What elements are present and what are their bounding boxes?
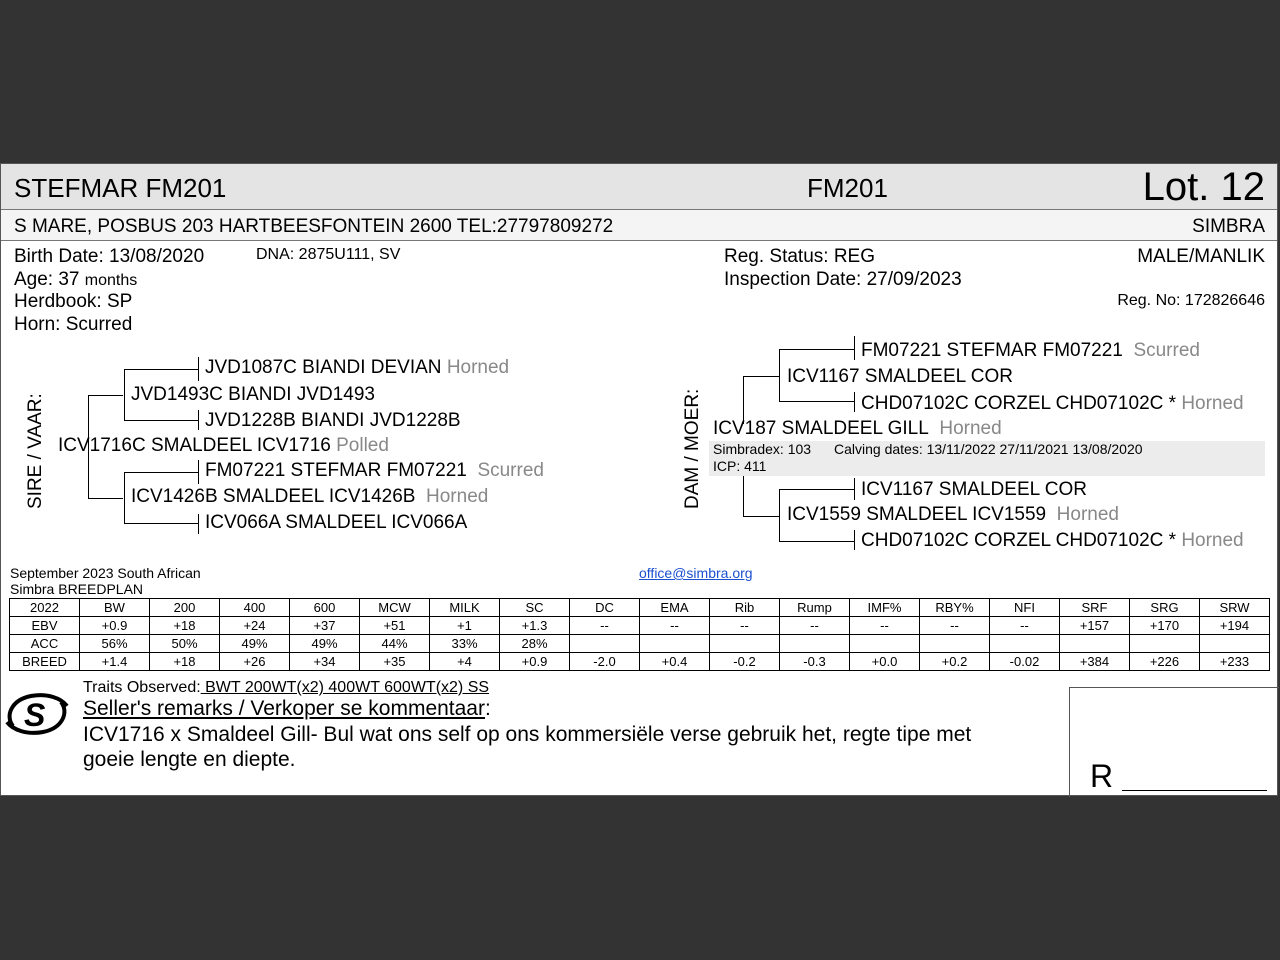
dam-dam: ICV1559 SMALDEEL ICV1559 Horned [787,504,1119,525]
ebv-row-cell: +1.3 [500,617,570,635]
ebv-table [9,598,1270,671]
breed-row-cell: +0.0 [850,653,920,671]
dam-dam-sire: ICV1167 SMALDEEL COR [861,479,1087,500]
ebv-row-cell: -- [570,617,640,635]
acc-row-cell [920,635,990,653]
acc-row-cell [1060,635,1130,653]
animal-id: FM201 [807,173,888,203]
lot-card [0,163,1278,796]
ebv-row-cell: +24 [220,617,290,635]
breed-row-cell: +0.4 [640,653,710,671]
ebv-row-cell: -- [780,617,850,635]
breed-row-cell: BREED [10,653,80,671]
dam-performance-box [709,441,1265,476]
breed-row-cell: -2.0 [570,653,640,671]
dam-sire-dam: CHD07102C CORZEL CHD07102C * Horned [861,393,1244,414]
acc-row-cell: ACC [10,635,80,653]
ebv-header-row-cell: SC [500,599,570,617]
acc-row-cell [1200,635,1270,653]
ebv-row-cell: +18 [150,617,220,635]
acc-row-cell [570,635,640,653]
ebv-row-cell: +0.9 [80,617,150,635]
ebv-row-cell: -- [640,617,710,635]
breed-row-cell: +0.9 [500,653,570,671]
ebv-header-row-cell: SRW [1200,599,1270,617]
title-bar [1,164,1277,210]
animal-name: STEFMAR FM201 [14,173,227,203]
breed-row-cell: +34 [290,653,360,671]
ebv-header-row [10,599,1270,617]
acc-row-cell [850,635,920,653]
ebv-row-cell: +157 [1060,617,1130,635]
dam-sire-sire: FM07221 STEFMAR FM07221 Scurred [861,340,1200,361]
traits-observed: Traits Observed: BWT 200WT(x2) 400WT 600WT(x2) SS [83,679,490,696]
breed-row-cell: +0.2 [920,653,990,671]
remarks-label: Seller's remarks / Verkoper se kommentaar: [83,697,491,720]
acc-row-cell [710,635,780,653]
ebv-header-row-cell: EMA [640,599,710,617]
ebv-header-row-cell: MILK [430,599,500,617]
ebv-header-row-cell: Rib [710,599,780,617]
breed-row-cell: +18 [150,653,220,671]
acc-row-cell [780,635,850,653]
breed-row-cell: +233 [1200,653,1270,671]
sire-sire-sire: JVD1087C BIANDI DEVIAN Horned [205,357,510,378]
dam: ICV187 SMALDEEL GILL Horned [713,418,1002,439]
breed-row-cell: -0.3 [780,653,850,671]
breed-row-cell: -0.2 [710,653,780,671]
sex: MALE/MANLIK [1137,246,1265,267]
ebv-header-row-cell: 2022 [10,599,80,617]
birth-date: Birth Date: 13/08/2020 [14,246,205,267]
ebv-row-cell: -- [850,617,920,635]
breed-row-cell: -0.02 [990,653,1060,671]
breed-row-cell: +26 [220,653,290,671]
breed-row [10,653,1270,671]
ebv-row-cell: EBV [10,617,80,635]
inspection-date: Inspection Date: 27/09/2023 [724,269,962,290]
ebv-row-cell: -- [920,617,990,635]
ebv-header-row-cell: DC [570,599,640,617]
acc-row-cell: 49% [220,635,290,653]
breed-row-cell: +4 [430,653,500,671]
ebv-row-cell: +194 [1200,617,1270,635]
email-link[interactable]: office@simbra.org [639,565,753,581]
horn-status: Horn: Scurred [14,314,133,335]
simbradex: Simbradex: 103 [713,441,812,457]
acc-row-cell [1130,635,1200,653]
ebv-header-row-cell: SRF [1060,599,1130,617]
breed-row-cell: +384 [1060,653,1130,671]
logo-letter: S [24,697,46,733]
remarks-line1: ICV1716 x Smaldeel Gill- Bul wat ons self op ons kommersiële verse gebruik het, regte tipe met [83,723,972,746]
acc-row-cell: 49% [290,635,360,653]
sire-dam-sire: FM07221 STEFMAR FM07221 Scurred [205,460,544,481]
ebv-row-cell: +51 [360,617,430,635]
breed-row-cell: +35 [360,653,430,671]
price-currency: R [1090,758,1114,794]
ebv-row-cell: +37 [290,617,360,635]
calving-dates: Calving dates: 13/11/2022 27/11/2021 13/08/2020 [834,441,1143,457]
herdbook: Herdbook: SP [14,291,133,312]
ebv-header-row-cell: NFI [990,599,1060,617]
acc-row-cell: 44% [360,635,430,653]
reg-status: Reg. Status: REG [724,246,876,267]
icp: ICP: 411 [713,458,767,474]
acc-row-cell [990,635,1060,653]
breed: SIMBRA [1192,216,1265,237]
dam-label: DAM / MOER: [682,388,703,509]
reg-no: Reg. No: 172826646 [1117,292,1265,309]
sire-sire-dam: JVD1228B BIANDI JVD1228B [205,410,461,431]
sire-dam-dam: ICV066A SMALDEEL ICV066A [205,512,468,533]
ebv-header-row-cell: Rump [780,599,850,617]
sire-dam: ICV1426B SMALDEEL ICV1426B Horned [131,486,489,507]
ebv-header-row-cell: 200 [150,599,220,617]
breedplan-line1: September 2023 South African [10,565,201,581]
breedplan-line2: Simbra BREEDPLAN [10,581,144,597]
remarks-line2: goeie lengte en diepte. [83,748,296,771]
breed-row-cell: +1.4 [80,653,150,671]
sire-sire: JVD1493C BIANDI JVD1493 [131,384,375,405]
age-value: Age: 37 [14,269,80,290]
acc-row-cell: 56% [80,635,150,653]
age [14,269,137,291]
owner-bar [1,210,1277,241]
ebv-row-cell: -- [990,617,1060,635]
ebv-header-row-cell: RBY% [920,599,990,617]
acc-row-cell [640,635,710,653]
acc-row-cell: 50% [150,635,220,653]
age-unit: months [84,272,138,289]
lot-number: Lot. 12 [1142,165,1265,209]
sire: ICV1716C SMALDEEL ICV1716 Polled [58,435,389,456]
ebv-header-row-cell: MCW [360,599,430,617]
ebv-header-row-cell: 400 [220,599,290,617]
price-box[interactable] [1069,687,1279,797]
price-line [1122,790,1267,791]
dam-dam-dam: CHD07102C CORZEL CHD07102C * Horned [861,530,1244,551]
ebv-row-cell: +1 [430,617,500,635]
ebv-header-row-cell: IMF% [850,599,920,617]
breed-row-cell: +226 [1130,653,1200,671]
ebv-header-row-cell: 600 [290,599,360,617]
owner-info: S MARE, POSBUS 203 HARTBEESFONTEIN 2600 TEL:27797809272 [14,216,614,237]
ebv-header-row-cell: SRG [1130,599,1200,617]
ebv-row-cell: +170 [1130,617,1200,635]
dam-sire: ICV1167 SMALDEEL COR [787,366,1013,387]
simbra-logo [3,688,71,740]
ebv-row [10,617,1270,635]
dna: DNA: 2875U111, SV [256,246,401,263]
sire-label: SIRE / VAAR: [25,393,46,509]
acc-row-cell: 28% [500,635,570,653]
acc-row [10,635,1270,653]
ebv-row-cell: -- [710,617,780,635]
acc-row-cell: 33% [430,635,500,653]
ebv-header-row-cell: BW [80,599,150,617]
